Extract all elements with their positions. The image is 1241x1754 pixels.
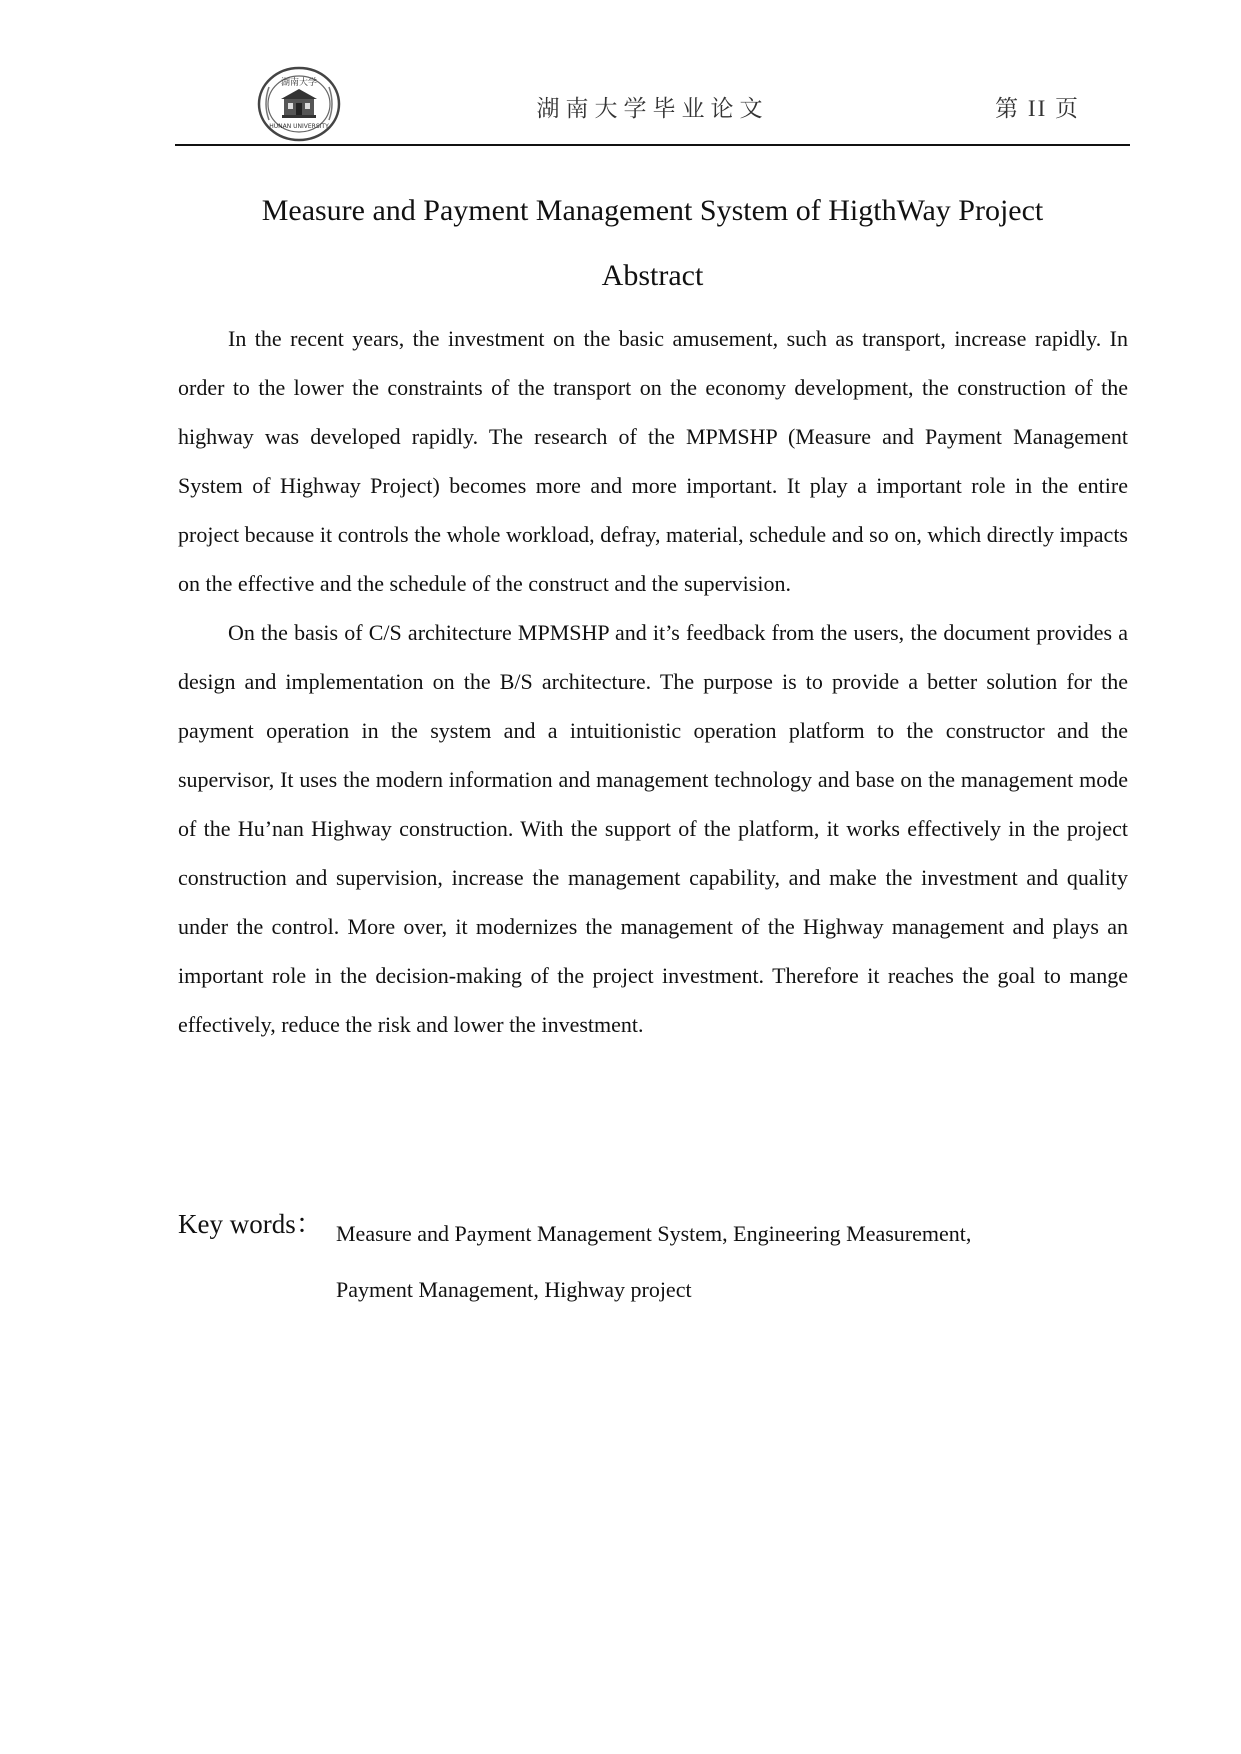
abstract-paragraph-1: In the recent years, the investment on the basic amusement, such as transport, increase rapidly. In order to the lower the constraints of the transport on the economy development, the construction of the highway was developed rapidly. The research of the MPMSHP (Measure and Payment Management System of Highway Project) becomes more and more important. It play a important role in the entire project because it controls the whole workload, defray, material, schedule and so on, which directly impacts on the effective and the schedule of the construct and the supervision. — [178, 326, 1128, 596]
header-divider — [175, 144, 1130, 146]
document-title: Measure and Payment Management System of HigthWay Project — [261, 194, 1044, 227]
header-title: 湖南大学毕业论文 — [536, 96, 769, 121]
abstract-body — [178, 314, 1128, 1049]
keywords-label: Key words： — [178, 1209, 323, 1239]
keywords-line-1: Measure and Payment Management System, Engineering Measurement, — [336, 1221, 972, 1246]
svg-text:HUNAN UNIVERSITY: HUNAN UNIVERSITY — [269, 123, 329, 130]
abstract-heading: Abstract — [601, 259, 704, 292]
keywords-list — [336, 1206, 1126, 1318]
svg-text:湖南大学: 湖南大学 — [280, 78, 318, 88]
page-number: 第 II 页 — [995, 96, 1080, 121]
abstract-paragraph-2: On the basis of C/S architecture MPMSHP and it’s feedback from the users, the document provides a design and implementation on the B/S architecture. The purpose is to provide a better solution for the payment operation in the system and a intuitionistic operation platform to the constructor and the supervisor, It uses the modern information and management technology and base on the management mode of the Hu’nan Highway construction. With the support of the platform, it works effectively in the project construction and supervision, increase the management capability, and make the investment and quality under the control. More over, it modernizes the management of the Highway management and plays an important role in the decision-making of the project investment. Therefore it reaches the goal to mange effectively, reduce the risk and lower the investment. — [178, 620, 1128, 1037]
keywords-line-2: Payment Management, Highway project — [336, 1277, 692, 1302]
page-header — [175, 60, 1130, 146]
